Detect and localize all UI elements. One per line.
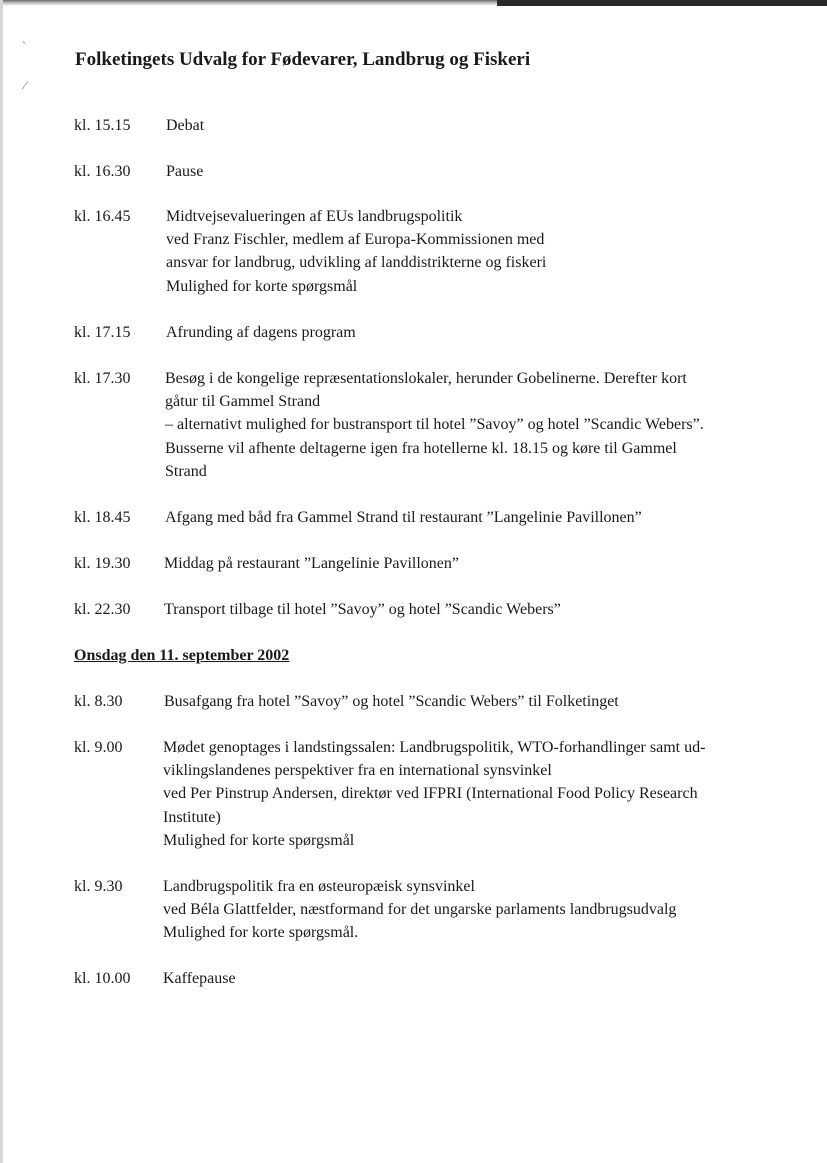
schedule-description-line: ved Béla Glattfelder, næstformand for det ungarske parlaments landbrugsudvalg — [163, 901, 677, 919]
schedule-description-line: gåtur til Gammel Strand — [165, 393, 321, 411]
schedule-description — [166, 114, 204, 137]
schedule-description-line: ved Franz Fischler, medlem af Europa-Kommissionen med — [166, 231, 545, 249]
schedule-description-line: Transport tilbage til hotel ”Savoy” og hotel ”Scandic Webers” — [164, 601, 561, 618]
schedule-description — [166, 205, 546, 298]
schedule-description-line: – alternativt mulighed for bustransport til hotel ”Savoy” og hotel ”Scandic Webers”. — [165, 416, 704, 434]
schedule-description-line: Mødet genoptages i landstingssalen: Landbrugspolitik, WTO-forhandlinger samt ud- — [163, 739, 706, 756]
schedule-description — [165, 367, 704, 483]
schedule-description — [163, 967, 236, 990]
schedule-description-line: Mulighed for korte spørgsmål — [166, 277, 358, 295]
schedule-description-line: Busafgang fra hotel ”Savoy” og hotel ”Scandic Webers” til Folketinget — [164, 693, 619, 710]
scan-top-edge-dark — [497, 0, 827, 6]
schedule-time: kl. 17.15 — [74, 324, 131, 341]
schedule-description — [166, 321, 356, 344]
scan-speck: ˎ — [22, 30, 26, 44]
day-heading: Onsdag den 11. september 2002 — [74, 647, 290, 664]
schedule-time: kl. 19.30 — [74, 555, 131, 572]
schedule-time: kl. 18.45 — [74, 509, 131, 526]
schedule-time: kl. 16.45 — [74, 208, 131, 225]
schedule-description-line: Landbrugspolitik fra en østeuropæisk synsvinkel — [163, 878, 475, 895]
schedule-description-line: Midtvejsevalueringen af EUs landbrugspolitik — [166, 208, 463, 225]
schedule-description-line: ansvar for landbrug, udvikling af landdistrikterne og fiskeri — [166, 254, 547, 272]
schedule-description-line: Strand — [165, 462, 207, 480]
schedule-description-line: Middag på restaurant ”Langelinie Pavillonen” — [164, 555, 460, 572]
schedule-description-line: Kaffepause — [163, 970, 236, 987]
schedule-time: kl. 22.30 — [74, 601, 131, 618]
schedule-description — [166, 160, 203, 183]
schedule-time: kl. 9.30 — [74, 878, 123, 895]
schedule-description-line: Pause — [166, 163, 204, 180]
schedule-time: kl. 10.00 — [74, 970, 131, 987]
schedule-time: kl. 16.30 — [74, 163, 131, 180]
schedule-time: kl. 17.30 — [74, 370, 131, 387]
schedule-description — [163, 875, 676, 945]
scan-left-edge — [0, 0, 3, 1163]
schedule-description-line: Busserne vil afhente deltagerne igen fra hotellerne kl. 18.15 og køre til Gammel — [165, 439, 677, 457]
schedule-time: kl. 9.00 — [74, 739, 123, 756]
schedule-description — [164, 690, 619, 713]
schedule-description-line: Besøg i de kongelige repræsentationslokaler, herunder Gobelinerne. Derefter kort — [165, 370, 687, 387]
schedule-time: kl. 15.15 — [74, 117, 131, 134]
schedule-description-line: Institute) — [163, 808, 221, 826]
schedule-description-line: ved Per Pinstrup Andersen, direktør ved IFPRI (International Food Policy Research — [163, 785, 698, 803]
schedule-description — [164, 598, 561, 621]
schedule-description — [165, 506, 642, 529]
schedule-description-line: Mulighed for korte spørgsmål — [163, 831, 355, 849]
schedule-time: kl. 8.30 — [74, 693, 123, 710]
schedule-description — [164, 552, 459, 575]
schedule-description-line: Mulighed for korte spørgsmål. — [163, 924, 359, 942]
page-title: Folketingets Udvalg for Fødevarer, Landbrug og Fiskeri — [75, 49, 531, 70]
schedule-description-line: viklingslandenes perspektiver fra en international synsvinkel — [163, 762, 552, 780]
schedule-description-line: Debat — [166, 117, 205, 134]
schedule-description-line: Afrunding af dagens program — [166, 324, 356, 341]
schedule-description-line: Afgang med båd fra Gammel Strand til restaurant ”Langelinie Pavillonen” — [165, 509, 642, 526]
scan-speck: ⁄ — [24, 78, 27, 92]
schedule-description — [163, 736, 705, 852]
